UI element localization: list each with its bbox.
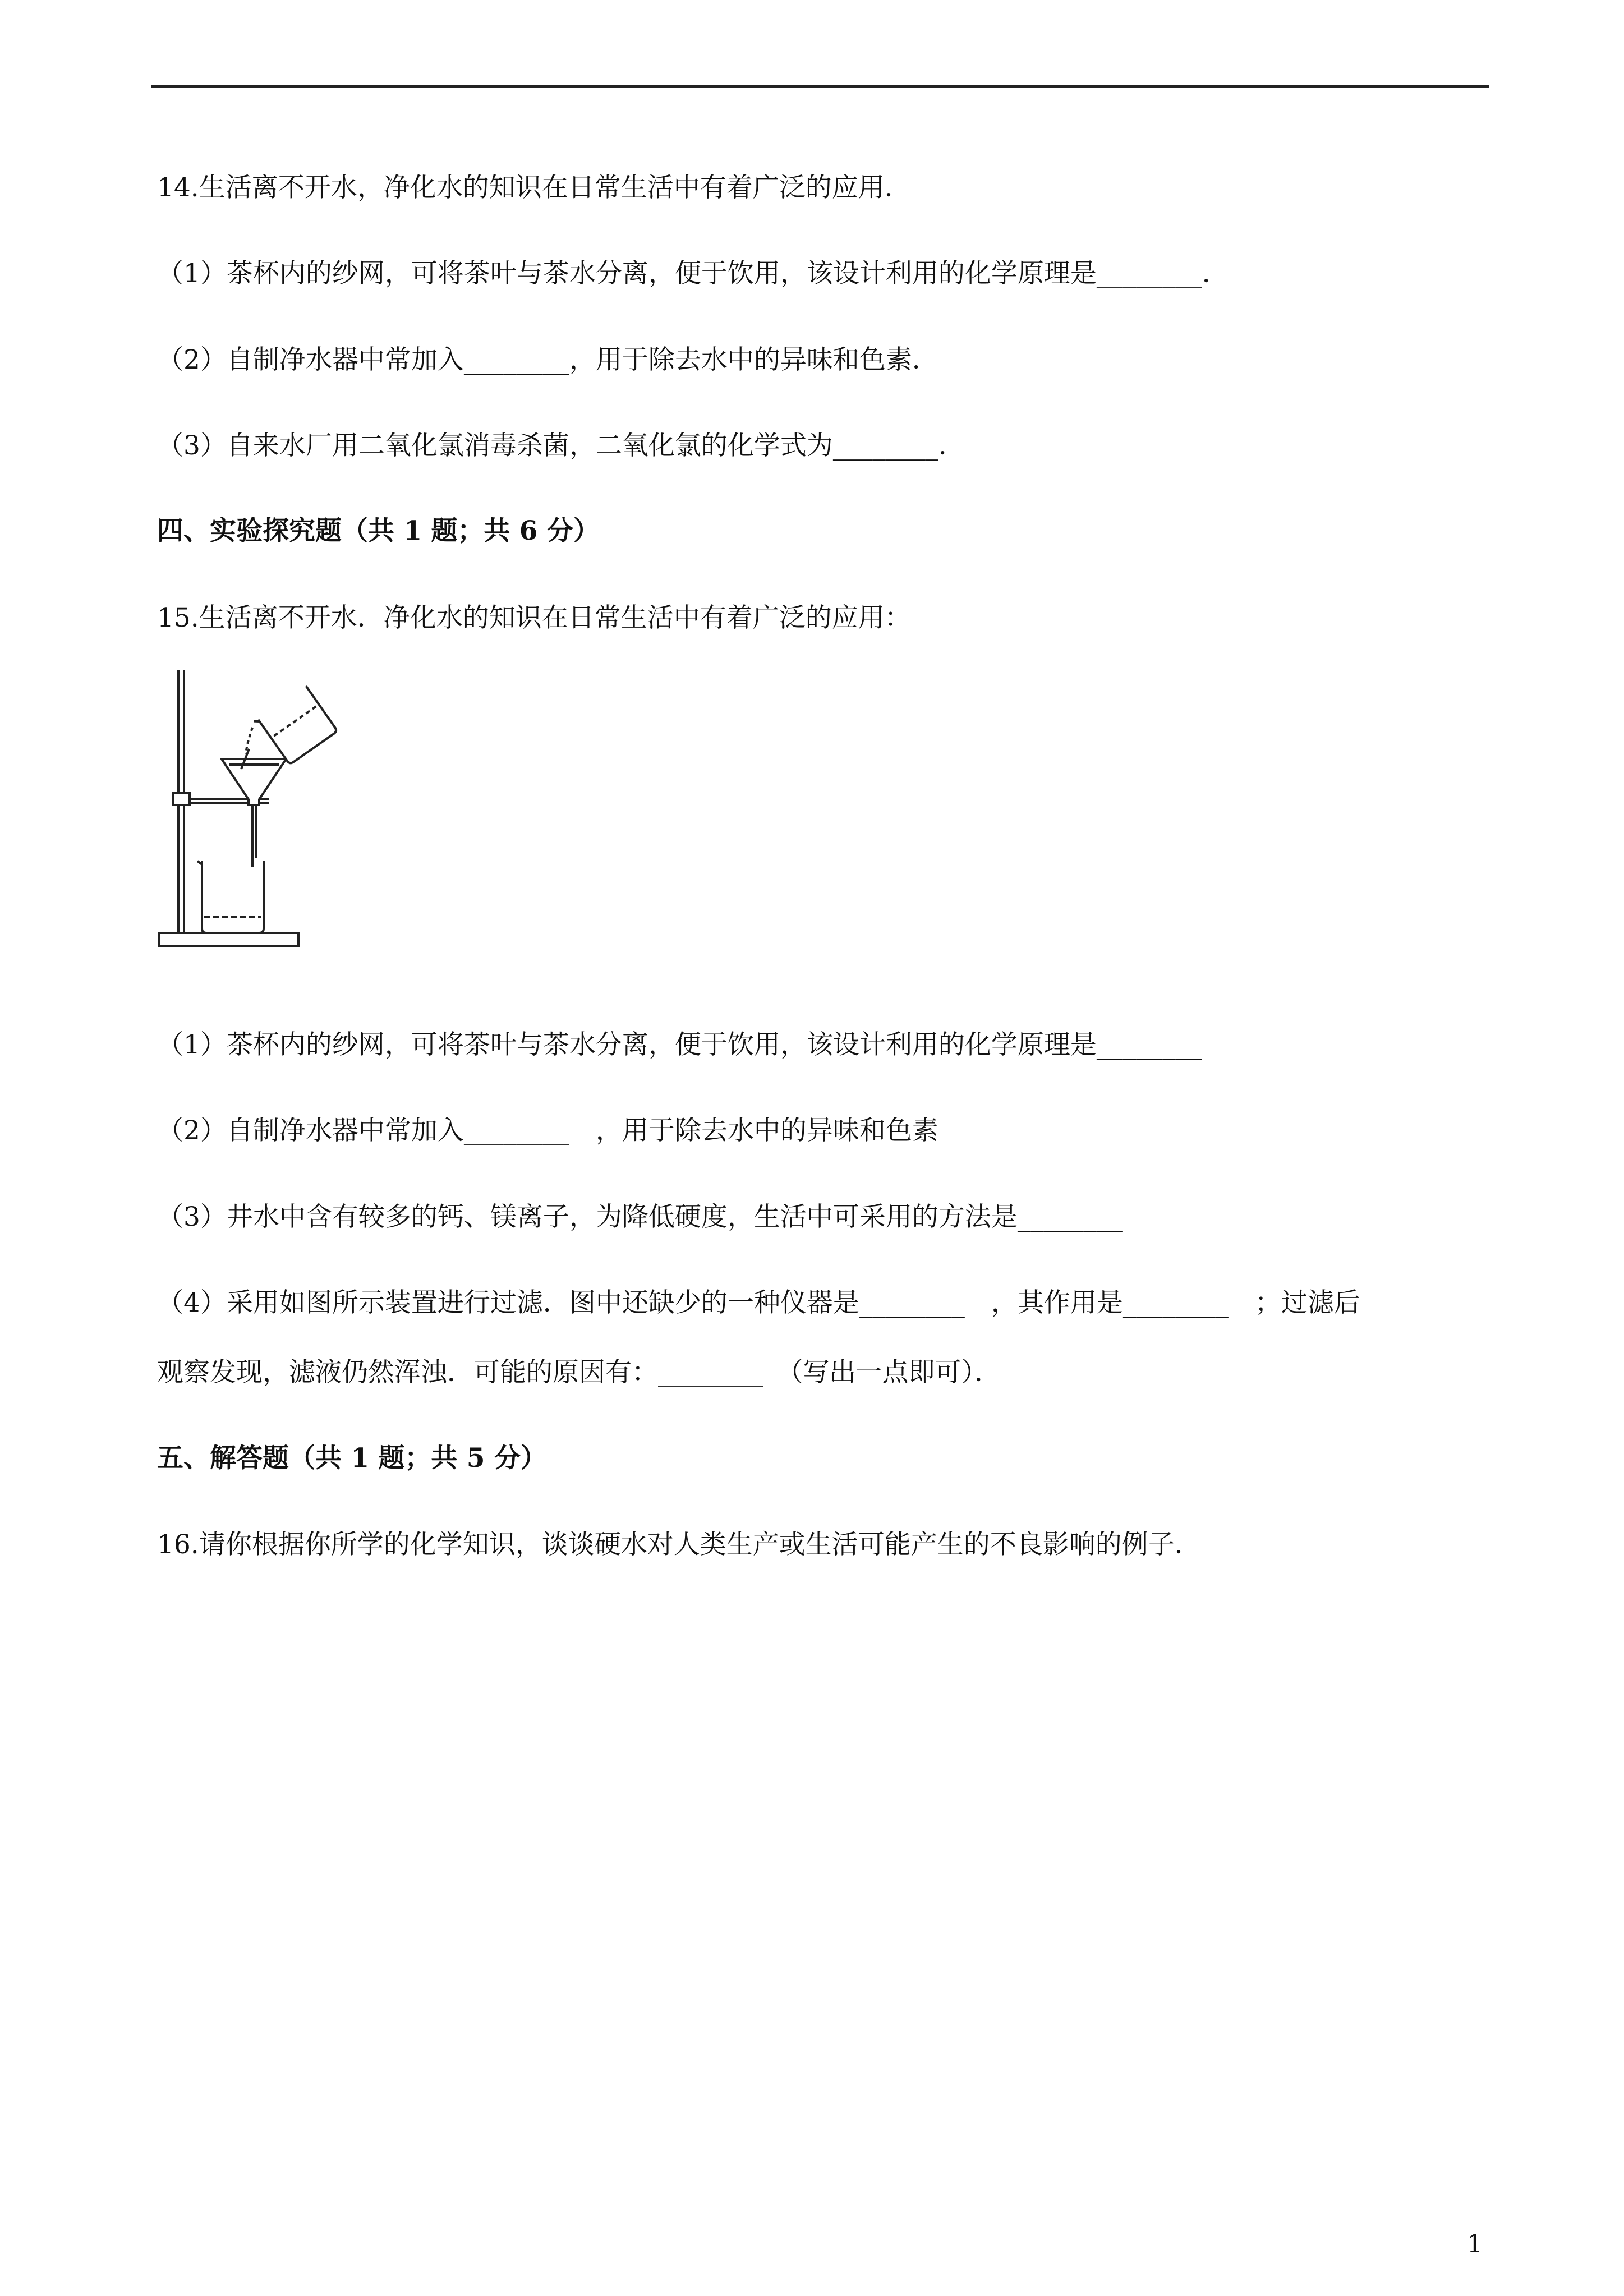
header-rule (151, 85, 1489, 88)
q15-part-4-line-2: 观察发现，滤液仍然浑浊．可能的原因有：________ （写出一点即可）． (157, 1357, 1001, 1388)
q14-part-3: （3）自来水厂用二氧化氯消毒杀菌，二氧化氯的化学式为________． (157, 430, 965, 461)
q14-stem: 14.生活离不开水，净化水的知识在日常生活中有着广泛的应用． (157, 172, 911, 203)
q14-part-2: （2）自制净水器中常加入________，用于除去水中的异味和色素． (157, 344, 938, 375)
page-number: 1 (1467, 2230, 1483, 2258)
q15-part-4-line-1: （4）采用如图所示装置进行过滤．图中还缺少的一种仪器是________ ，其作用是________ ；过滤后 (157, 1287, 1360, 1318)
q15-stem: 15.生活离不开水．净化水的知识在日常生活中有着广泛的应用： (157, 602, 911, 633)
section-5-heading: 五、解答题（共 1 题；共 5 分） (157, 1443, 547, 1474)
q16-stem: 16.请你根据你所学的化学知识，谈谈硬水对人类生产或生活可能产生的不良影响的例子． (157, 1529, 1201, 1560)
section-4-heading: 四、实验探究题（共 1 题；共 6 分） (157, 516, 600, 546)
q14-part-1: （1）茶杯内的纱网，可将茶叶与茶水分离，便于饮用，该设计利用的化学原理是________． (157, 258, 1229, 289)
q15-part-2: （2）自制净水器中常加入________ ，用于除去水中的异味和色素 (157, 1115, 938, 1146)
q15-part-1: （1）茶杯内的纱网，可将茶叶与茶水分离，便于饮用，该设计利用的化学原理是________ (157, 1029, 1202, 1060)
filtration-apparatus-figure (157, 665, 381, 962)
q15-part-3: （3）井水中含有较多的钙、镁离子，为降低硬度，生活中可采用的方法是________ (157, 1202, 1123, 1232)
